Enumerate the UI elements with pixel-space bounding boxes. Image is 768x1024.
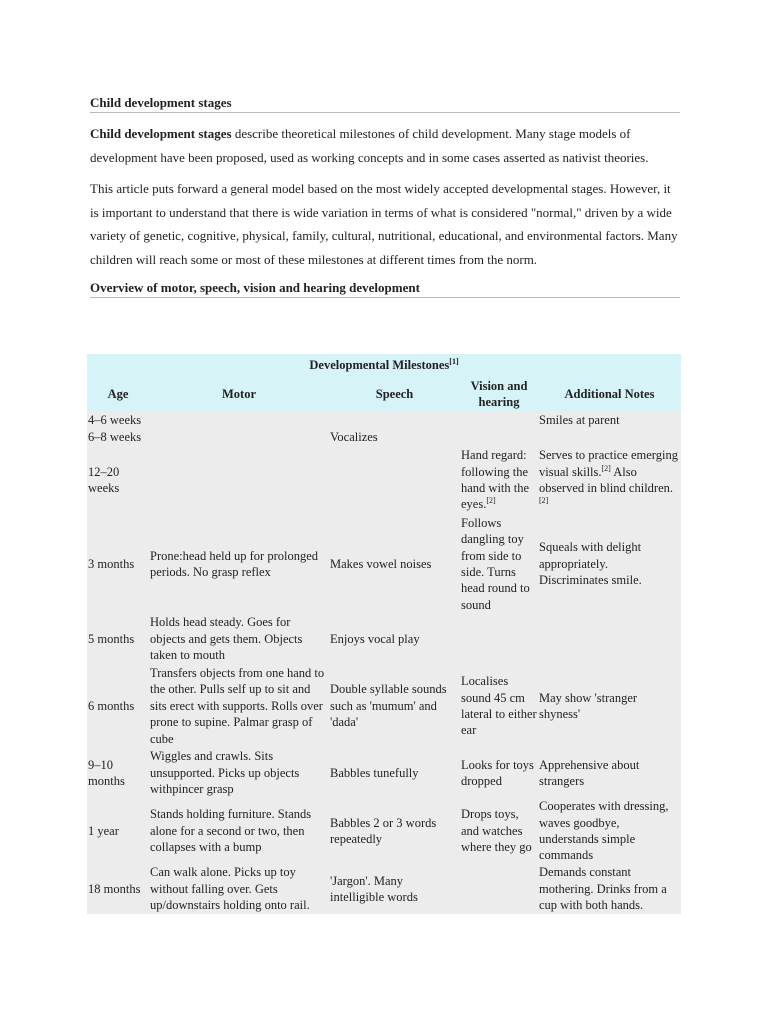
notes-cell: May show 'stranger shyness': [539, 690, 638, 721]
table-row: [87, 514, 681, 614]
motor-cell: [149, 429, 329, 446]
section-title: Overview of motor, speech, vision and hearing development: [90, 279, 680, 298]
intro-text: describe theoretical milestones of child development. Many stage models of development have been proposed, used as working concepts and in some cases asserted as nativist theories.: [90, 126, 649, 165]
vision-cell: Follows dangling toy from side to side. Turns head round to sound: [461, 515, 530, 612]
notes-cell: Cooperates with dressing, waves goodbye, understands simple commands: [539, 799, 669, 863]
vision-cell: [460, 429, 538, 446]
notes-cell: [538, 429, 681, 446]
intro-paragraph: [90, 122, 680, 169]
speech-cell: [329, 412, 460, 429]
table-row: [87, 748, 681, 798]
table-row: [87, 614, 681, 664]
table-row: [87, 446, 681, 514]
motor-cell: Transfers objects from one hand to the other. Pulls self up to sit and sits erect with supports. Rolls over prone to supine. Palmar grasp of cube: [150, 665, 325, 746]
column-header-vision: Vision and hearing: [460, 376, 538, 412]
speech-cell: 'Jargon'. Many intelligible words: [330, 873, 418, 904]
notes-cell: Smiles at parent: [539, 413, 620, 428]
column-header-speech: Speech: [329, 376, 460, 412]
age-cell: 18 months: [88, 881, 141, 896]
page-title: Child development stages: [90, 94, 680, 113]
motor-cell: [149, 412, 329, 429]
age-cell: 1 year: [88, 823, 119, 838]
notes-cell: Serves to practice emerging visual skills.[2] Also observed in blind children.[2]: [539, 448, 678, 506]
speech-cell: Makes vowel noises: [330, 556, 432, 571]
column-header-age: Age: [87, 376, 149, 412]
article: [90, 94, 680, 298]
intro-bold-term: Child development stages: [90, 126, 232, 141]
motor-cell: Holds head steady. Goes for objects and gets them. Objects taken to mouth: [150, 615, 303, 663]
speech-cell: Double syllable sounds such as 'mumum' and 'dada': [330, 682, 447, 730]
vision-cell: [460, 614, 538, 664]
vision-cell: [460, 412, 538, 429]
table-row: [87, 864, 681, 914]
speech-cell: Babbles tunefully: [330, 765, 419, 780]
speech-cell: Babbles 2 or 3 words repeatedly: [330, 815, 437, 846]
column-header-motor: Motor: [149, 376, 329, 412]
motor-cell: [149, 446, 329, 514]
vision-cell: Drops toys, and watches where they go: [461, 807, 532, 855]
notes-cell: Apprehensive about strangers: [539, 757, 640, 788]
age-cell: 12–20 weeks: [88, 464, 120, 495]
notes-cell: Demands constant mothering. Drinks from a cup with both hands.: [539, 865, 667, 913]
caption-ref[interactable]: [1]: [449, 356, 459, 366]
speech-cell: Vocalizes: [330, 430, 378, 445]
age-cell: 6 months: [88, 698, 135, 713]
motor-cell: Wiggles and crawls. Sits unsupported. Picks up objects withpincer grasp: [150, 749, 300, 797]
age-cell: 6–8 weeks: [88, 430, 142, 445]
table-row: [87, 664, 681, 748]
vision-cell: Hand regard: following the hand with the eyes.[2]: [461, 448, 530, 512]
motor-cell: Stands holding furniture. Stands alone for a second or two, then collapses with a bump: [150, 807, 312, 855]
milestones-table: [87, 354, 681, 914]
speech-cell: Enjoys vocal play: [330, 631, 420, 646]
column-header-notes: Additional Notes: [538, 376, 681, 412]
age-cell: 3 months: [88, 556, 135, 571]
table-row: [87, 798, 681, 864]
notes-cell: Squeals with delight appropriately. Discriminates smile.: [539, 540, 642, 588]
motor-cell: Can walk alone. Picks up toy without falling over. Gets up/downstairs holding onto rail.: [150, 865, 310, 913]
vision-cell: Localises sound 45 cm lateral to either ear: [461, 674, 537, 738]
notes-ref-2[interactable]: [2]: [539, 496, 549, 506]
age-cell: 9–10 months: [88, 757, 125, 788]
speech-cell: [329, 446, 460, 514]
age-cell: 4–6 weeks: [88, 413, 142, 428]
vision-cell: [460, 864, 538, 914]
vision-cell: Looks for toys dropped: [461, 757, 534, 788]
notes-ref[interactable]: [2]: [601, 463, 611, 473]
table-row: [87, 412, 681, 429]
age-cell: 5 months: [88, 631, 135, 646]
table-row: [87, 429, 681, 446]
motor-cell: Prone:head held up for prolonged periods. No grasp reflex: [150, 548, 319, 579]
vision-ref[interactable]: [2]: [486, 496, 496, 506]
table-caption: Developmental Milestones[1]: [87, 354, 681, 376]
notes-cell: [538, 614, 681, 664]
body-paragraph: This article puts forward a general model based on the most widely accepted developmental stages. However, it is important to understand that there is wide variation in terms of what is considered "normal," driven by a wide variety of genetic, cognitive, physical, family, cultural, nutritional, educational, and environmental factors. Many children will reach some or most of these milestones at different times from the norm.: [90, 181, 678, 267]
